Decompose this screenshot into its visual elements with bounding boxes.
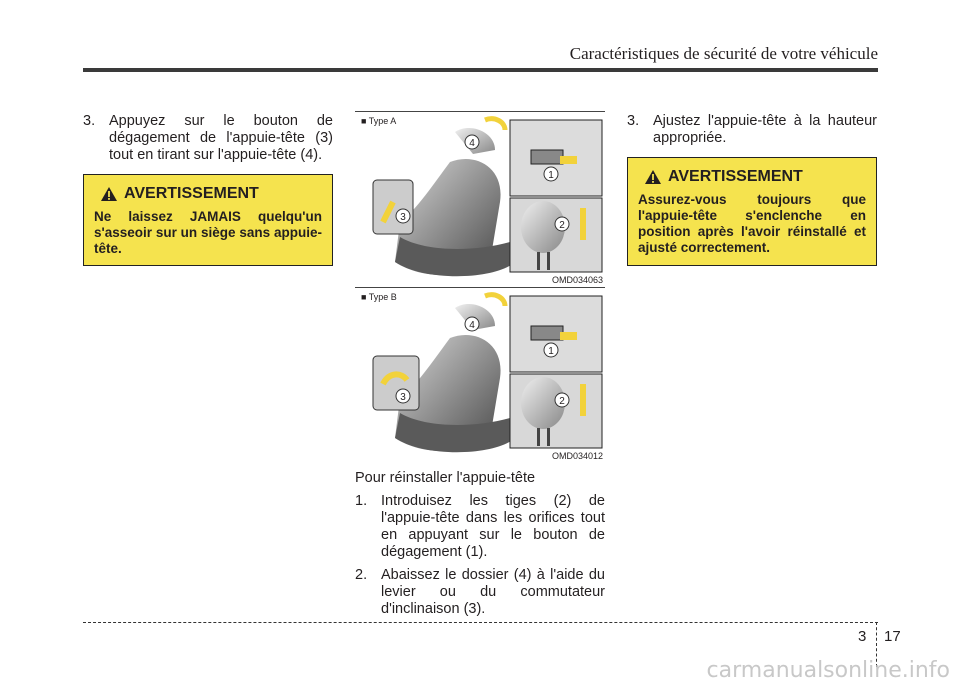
- figure-a-label: ■ Type A: [361, 116, 397, 126]
- chapter-number: 3: [858, 628, 867, 645]
- step-text: Appuyez sur le bouton de dégagement de l'appuie-tête (3) tout en tirant sur l'appuie-tête (4).: [109, 113, 333, 163]
- warning-box-right: [627, 157, 877, 266]
- figure-b-code: OMD034012: [551, 451, 603, 461]
- callout-4: 4: [469, 138, 475, 149]
- warning-title: [94, 185, 322, 203]
- step-text: Introduisez les tiges (2) de l'appuie-tête dans les orifices tout en appuyant sur le bouton de dégagement (1).: [381, 493, 605, 560]
- warning-title-text: AVERTISSEMENT: [124, 185, 259, 202]
- warning-icon: [100, 186, 118, 202]
- watermark: carmanualsonline.info: [706, 658, 950, 683]
- step-2-reinstall: [355, 567, 605, 618]
- step-number: 2.: [355, 567, 368, 583]
- seat-headrest-illustration-b: [355, 288, 605, 462]
- header-rule: [83, 68, 878, 72]
- warning-title: [638, 168, 866, 186]
- callout-1: 1: [548, 346, 554, 357]
- page-number: 17: [884, 628, 901, 645]
- warning-body: Assurez-vous toujours que l'appuie-tête s'enclenche en position après l'avoir réinstallé et ajusté correctement.: [638, 192, 866, 255]
- callout-3: 3: [400, 212, 406, 223]
- callout-2: 2: [559, 220, 565, 231]
- step-1-reinstall: [355, 493, 605, 561]
- callout-3: 3: [400, 392, 406, 403]
- warning-box-left: [83, 174, 333, 266]
- reinstall-heading: Pour réinstaller l'appuie-tête: [355, 470, 536, 486]
- warning-icon: [644, 169, 662, 185]
- callout-4: 4: [469, 320, 475, 331]
- step-number: 3.: [627, 113, 640, 129]
- left-column: [83, 113, 333, 164]
- figure-b-label: ■ Type B: [361, 292, 397, 302]
- figure-a-code: OMD034063: [551, 275, 603, 285]
- seat-headrest-illustration-a: [355, 112, 605, 286]
- step-number: 3.: [83, 113, 96, 129]
- step-3-remove: [83, 113, 333, 164]
- figure-type-a: [355, 112, 605, 286]
- right-column: [627, 113, 877, 147]
- step-text: Ajustez l'appuie-tête à la hauteur appropriée.: [653, 113, 877, 146]
- footer-rule: [83, 622, 878, 623]
- step-text: Abaissez le dossier (4) à l'aide du levier ou du commutateur d'inclinaison (3).: [381, 567, 605, 617]
- page-header-title: Caractéristiques de sécurité de votre véhicule: [569, 44, 878, 63]
- warning-body: Ne laissez JAMAIS quelqu'un s'asseoir sur un siège sans appuie-tête.: [94, 209, 322, 256]
- middle-column: [355, 470, 605, 624]
- warning-title-text: AVERTISSEMENT: [668, 168, 803, 185]
- callout-2: 2: [559, 396, 565, 407]
- figure-type-b: [355, 288, 605, 462]
- callout-1: 1: [548, 170, 554, 181]
- step-3-adjust: [627, 113, 877, 147]
- step-number: 1.: [355, 493, 368, 509]
